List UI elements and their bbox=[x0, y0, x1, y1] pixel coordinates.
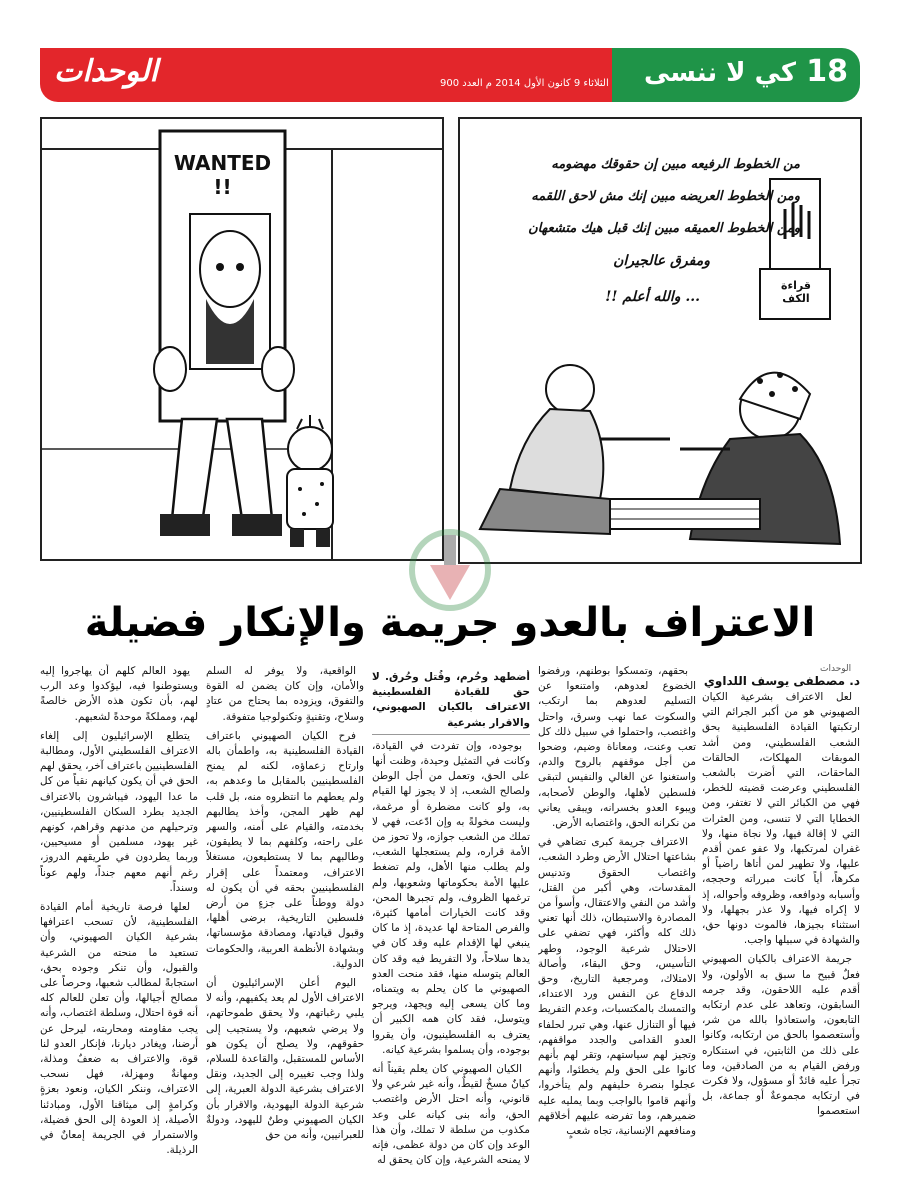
cartoon-caption-2: ومن الخطوط العريضه مبين إنك مش لاحق اللقمه bbox=[531, 189, 800, 204]
paragraph: الواقعية، ولا يوفر له السلم والأمان، وإن كان يضمن له القوة والتفوق، ويزوده بما يحتاج من عتادٍ وسلاح، وتقنيةٍ وتكنولوجيا متفوقة. bbox=[206, 665, 364, 723]
paragraph: الاعتراف جريمة كبرى تضاهي في بشاعتها احتلال الأرض وطرد الشعب، واغتصاب الحقوق وتدنيس المقدسات، وهي أكبر من القتل، وأشد من النفي والاعتقال، وأسوأ من المصادرة والاستيطان، ذلك أنها تعني ذلك كله وأكثر، فهي تضفي على الاحتلال شرعية الوجود، وطهر التأسيس، وحق البقاء، وأصالة الامتلاك، ومرجعية التاريخ، وحق الدفاع عن النفس ورد الاعتداء، والتمسك بالمكتسبات، وعدم التفريط فيها أو التنازل عنها، وهي تبرر لحلفاء العدو القدامى والجدد مواقفهم، وتجيز لهم سياستهم، وتقر لهم بأنهم كانوا على الحق ولم يخطئوا، وأنهم عجلوا بنصرة حليفهم ولم يتأخروا، وأنهم قاموا بالواجب وبما يمليه عليه ضميرهم، وما تفرضه عليهم أخلاقهم ومنافعهم الإنسانية، تجاه شعبٍ bbox=[538, 836, 696, 1138]
article-column-1 bbox=[702, 690, 860, 1184]
paragraph: الكيان الصهيوني كان يعلم يقيناً أنه كيانٌ مسخٌ لقيطٌ، وأنه غير شرعي ولا قانوني، وأنه احتل الأرض واغتصب الحق، وأنه بنى كيانه على وعد مكذوب من سلطة لا تملك، وأن هذا الوعد وإن كان من دولة عظمى، فإنه لا يمنحه الشرعية، وإن كان يحقق له bbox=[372, 1063, 530, 1167]
section-title: كي لا ننسى bbox=[643, 58, 796, 88]
cartoon-wanted bbox=[40, 117, 444, 561]
paragraph: بوجوده، وإن تفردت في القيادة، وكانت في التمثيل وحيدة، وظنت أنها على الحق، وتعمل من أجل الوطن ولصالح الشعب، إذ لا يجوز لها القيام به، ولو كانت مضطرة أو مرغمة، وليست مخولةً به وإن ادّعت، فهي لا تملك من الشعب جوازه، ولا تحوز من الأمة قراره، ولم يستعجلها الشعب، ولم يطلب منها الأهل، ولم تضغط عليها الأمة بحكوماتها وشعوبها، ولم ترغمها الظروف، ولم تجبرها المحن، وقد كانت الخيارات أمامها كثيرة، والفرص المتاحة لها عديدة، إذ ما كان ينبغي لها الإقدام عليه وقد كان في يدها سلاحاً، ولا التفريط فيه وقد كان العالم يتوسله منها، فقد منحت العدو الصهيوني ما كان يحلم به ويتمناه، وما كان يسعى إليه ويجهد، ويرجو ويتوسل، فقد كان همه الكبير أن يعترف به الفلسطينيون، وأن يقروا بوجوده، وأن يسلموا بشرعية كيانه. bbox=[372, 739, 530, 1056]
paragraph: يتطلع الإسرائيليون إلى إلغاء الاعتراف الفلسطيني الأول، ومطالبة الفلسطينيين باعتراف آخر، يحقق لهم الحق في أن يكون كيانهم نقياً من كل ما عدا اليهود، فيباشرون بالاعتراف الجديد بطرد السكان الفلسطينيين، وترحيلهم من مدنهم وقراهم، كونهم غير يهود، مسلمين أو مسيحيين، وربما يطردون في طريقهم الدروز، رغم أنهم معهم جنداً، ولهم عوناً وسنداً. bbox=[40, 729, 198, 894]
article-column-2 bbox=[538, 664, 696, 1184]
newspaper-logo: الوحدات bbox=[54, 54, 158, 89]
paragraph: اليوم أعلن الإسرائيليون أن الاعتراف الأول لم يعد يكفيهم، وأنه لا يلبي رغباتهم، ولا يحقق طموحاتهم، ولا يرضي شعبهم، ولا يستجيب إلى حقوقهم، ولا يصلح أن يكون هو الأساس للمستقبل، والقاعدة للسلام، ولذا وجب تغييره إلى الجديد، ونقل الاعتراف بشرعية الدولة العبرية، إلى شرعية الدولة اليهودية، والاقرار بأن الكيان الصهيوني وطنٌ لليهود، ودولةٌ للعبرانيين، وأنه من حق bbox=[206, 977, 364, 1142]
article-headline: الاعتراف بالعدو جريمة والإنكار فضيلة bbox=[84, 600, 816, 646]
pull-quote: أضطهد وحُرم، وقُتل وحُرق. لا حق للقيادة الفلسطينية الاعتراف بالكيان الصهيوني، والاقرار بشرعية bbox=[372, 670, 530, 735]
article-column-3 bbox=[372, 670, 530, 1190]
cartoon-palm-reading bbox=[458, 117, 862, 564]
page-number: 18 bbox=[806, 54, 848, 89]
article-author: د. مصطفى يوسف اللداوي bbox=[703, 674, 860, 688]
source-tag: الوحدات bbox=[820, 664, 852, 674]
issue-dateline: الثلاثاء 9 كانون الأول 2014 م العدد 900 bbox=[440, 78, 609, 89]
page-header bbox=[40, 48, 860, 102]
cartoon-caption-5: ... والله أعلم !! bbox=[605, 289, 700, 305]
wanted-sign: WANTED !! bbox=[173, 151, 272, 199]
section-tab bbox=[612, 48, 860, 102]
paragraph: جريمة الاعتراف بالكيان الصهيوني فعلٌ قبيح ما سبق به الأولون، ولا أقدم عليه اللاحقون، وقد جرمه السابقون، وتعاهد على عدم ارتكابه التابعون، واستعاذوا بالله من شر، وأستعصموا بالحق من ارتكابه، وكانوا على ذلك من الثابتين، في استنكاره ورفض القيام به من الصادقين، وما تجرأ عليه قائدٌ أو مسؤول، ولا فكرت في ارتكابه مجموعةٌ أو جماعة، بل استعصموا bbox=[702, 953, 860, 1118]
paragraph: يهود العالم كلهم أن يهاجروا إليه ويستوطنوا فيه، ليؤكدوا وعد الرب لهم، بأن تكون هذه الأرض خالصةً لهم، ومملكةً موحدةً لشعبهم. bbox=[40, 665, 198, 723]
cartoon-caption-1: من الخطوط الرفيعه مبين إن حقوقك مهضومه bbox=[551, 157, 800, 172]
cartoon-caption-3: ومن الخطوط العميقه مبين إنك قبل هيك متشعهان bbox=[528, 221, 800, 236]
article-column-4 bbox=[206, 664, 364, 1184]
cartoon-book-label: قراءة الكف bbox=[781, 279, 811, 305]
paragraph: فرح الكيان الصهيوني باعتراف القيادة الفلسطينية به، واطمأن باله وارتاح زعماؤه، لكنه لم يمنح الفلسطينيين بالمقابل ما وعدهم به، ولم يعطهم ما انتظروه منه، بل قلب لهم ظهر المجن، وأخذ يطالبهم بخدمته، والقيام على أمنه، والسهر على راحته، وكلفهم بما لا يطيقون، وطالبهم بما لا يستطيعون، مستغلاً الاعتراف، ومعتمداً على إقرار الفلسطينيين بحقه في أن يكون له دولة ووطناً على جزءٍ من أرض فلسطين التاريخية، برضى أهلها، وقبول قيادتها، ومصادقة مؤسساتها، وبشهادة الأنظمة العربية، والحكومات الدولية. bbox=[206, 729, 364, 970]
article-column-5 bbox=[40, 664, 198, 1184]
paragraph: لعلها فرصة تاريخية أمام القيادة الفلسطينية، لأن تسحب اعترافها بشرعية الكيان الصهيوني، وأن تستعيد ما منحته من الشرعية والقبول، وأن تنكر وجوده بحق، استجابةً لمطالب شعبها، وحرصاً على مصالح أجيالها، وأن تعلن للعالم كله أنه قوة احتلال، وسلطة اغتصاب، وأنه يجب مقاومته ومحاربته، ليرحل عن أرضنا، ويغادر ديارنا، فإنكار العدو لنا قوة، والاعتراف به ضعفٌ ومذلة، ومهانةٌ ومهزلة، فهل نسحب الاعتراف، وننكر الكيان، ونعود بعزةٍ وكرامةٍ إلى ميثاقنا الأول، ومبادئنا الأصيلة، إذ العودة إلى الحق فضيلة، والاستمرار في الجريمة إمعانٌ في الرذيلة. bbox=[40, 901, 198, 1157]
cartoon-palm-reading-drawing bbox=[460, 119, 860, 562]
paragraph: بحقهم، وتمسكوا بوطنهم، ورفضوا الخضوع لعدوهم، وامتنعوا عن التسليم لعدوهم بما ارتكب، والسكوت عما نهب وسرق، واحتل واغتصب، واحتملوا في سبيل ذلك كل تعب وعنت، ومعاناة وضيم، وضحوا من أجل موقفهم بالروح والدم، واستغنوا عن الغالي والنفيس لتبقى فلسطين لأهلها، والوطن لأصحابه، ويبوء العدو بخسرانه، ويبقى يعاني من نكرانه الحق، واغتصابه الأرض. bbox=[538, 665, 696, 830]
header-red-band bbox=[40, 48, 680, 102]
cartoon-caption-4: ومفرق عالجيران bbox=[613, 253, 710, 269]
paragraph: لعل الاعتراف بشرعية الكيان الصهيوني هو من أكبر الجرائم التي ارتكبتها القيادة الفلسطينية بحق الشعب الفلسطيني، ومن أشد الموبقات المهلكات، الحالقات الماحقات، التي أضرت بالشعب الفلسطيني وعرضت قضيته للخطر، فهي من الكبائر التي لا تغتفر، ومن الخطايا التي لا تنسى، ومن العثرات التي لا إقالة فيها، ولا نجاة منها، ولا غفران لمرتكبها، ولا عفو عمن أقدم عليها، ولا تطهير لمن أتاها راضياً أو مكرهاً، أياً كانت مبرراته وحججه، وأسبابه ودوافعه، وظروفه وأحواله، إذ لا إكراه فيها، ولا عذر بجهلها، ولا استثناء بجيزها، فالموت دونها حق، والشهادة في سبيلها واجب. bbox=[702, 691, 860, 947]
